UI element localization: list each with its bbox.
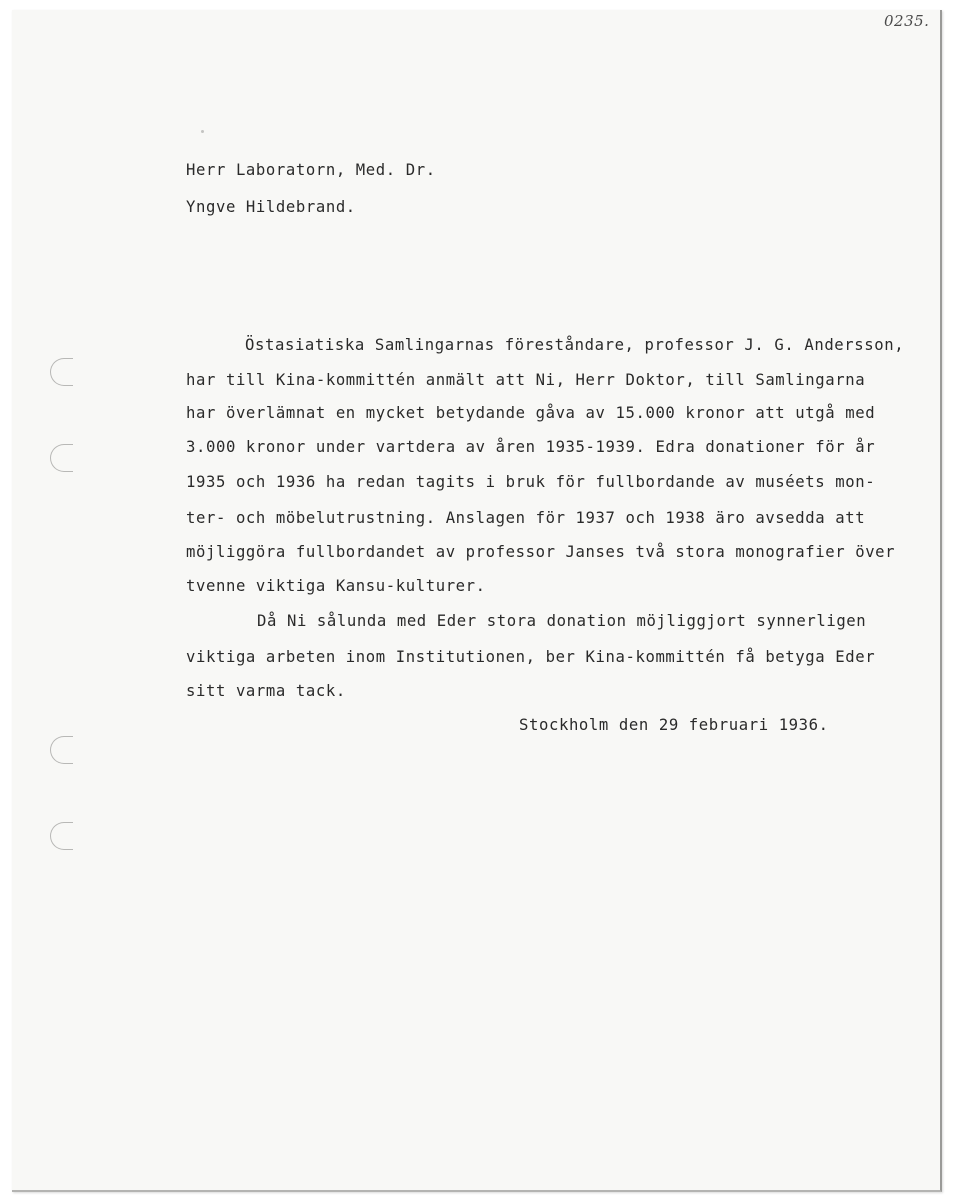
- recipient-line-1: Herr Laboratorn, Med. Dr.: [186, 161, 436, 179]
- body-paragraph-1-line: 3.000 kronor under vartdera av åren 1935-1939. Edra donationer för år: [186, 438, 876, 456]
- body-paragraph-1-line: har överlämnat en mycket betydande gåva av 15.000 kronor att utgå med: [186, 404, 876, 422]
- body-paragraph-1-line: tvenne viktiga Kansu-kulturer.: [186, 577, 486, 595]
- archive-number: 0235.: [884, 12, 930, 30]
- punch-hole: [50, 822, 73, 850]
- punch-hole: [50, 736, 73, 764]
- body-paragraph-2-line: Då Ni sålunda med Eder stora donation möjliggjort synnerligen: [257, 612, 867, 630]
- paper-speck: [201, 130, 204, 133]
- body-paragraph-1-line: möjliggöra fullbordandet av professor Janses två stora monografier över: [186, 543, 896, 561]
- punch-hole: [50, 358, 73, 386]
- recipient-line-2: Yngve Hildebrand.: [186, 198, 356, 216]
- dateline: Stockholm den 29 februari 1936.: [519, 716, 829, 734]
- paper-sheet: [12, 10, 942, 1192]
- body-paragraph-1-line: har till Kina-kommittén anmält att Ni, Herr Doktor, till Samlingarna: [186, 371, 866, 389]
- body-paragraph-1-line: ter- och möbelutrustning. Anslagen för 1937 och 1938 äro avsedda att: [186, 509, 866, 527]
- body-paragraph-2-line: sitt varma tack.: [186, 682, 346, 700]
- punch-hole: [50, 444, 73, 472]
- body-paragraph-1-line: 1935 och 1936 ha redan tagits i bruk för fullbordande av muséets mon-: [186, 473, 876, 491]
- body-paragraph-1-line: Östasiatiska Samlingarnas föreståndare, professor J. G. Andersson,: [245, 336, 905, 354]
- body-paragraph-2-line: viktiga arbeten inom Institutionen, ber Kina-kommittén få betyga Eder: [186, 648, 876, 666]
